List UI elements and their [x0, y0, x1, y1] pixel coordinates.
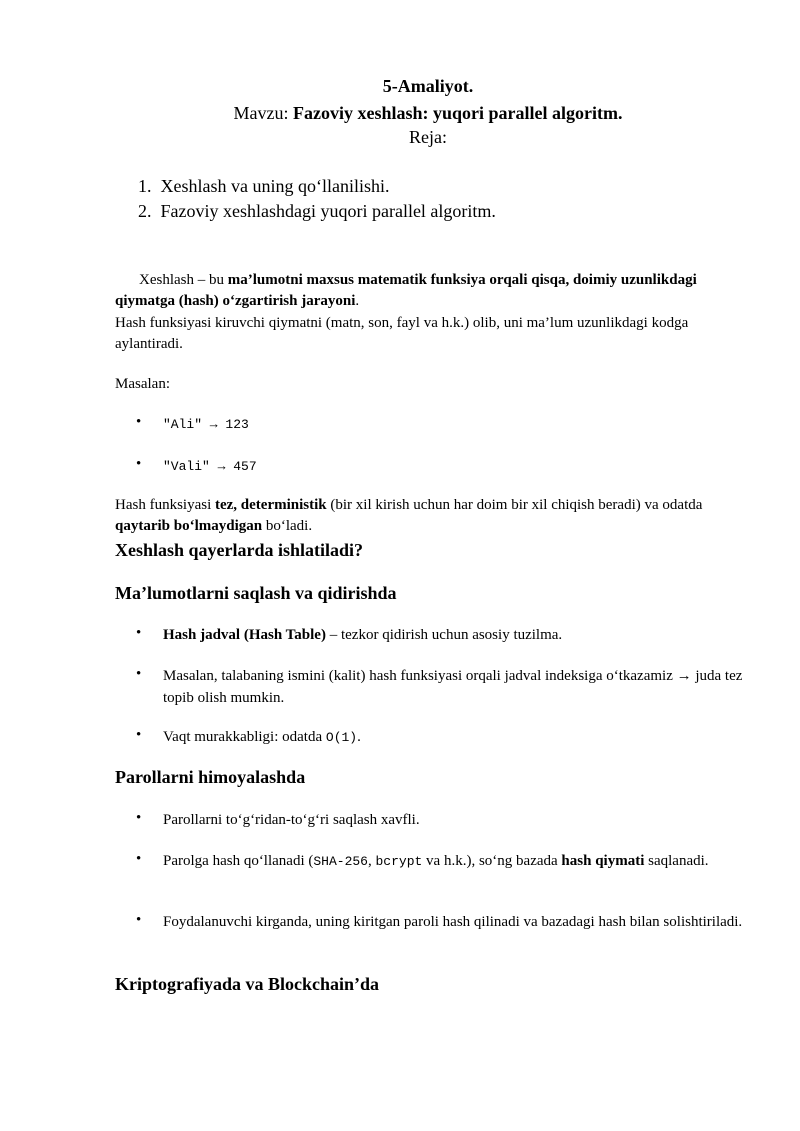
bullet-icon: •: [136, 851, 142, 867]
example-label: Masalan:: [115, 376, 170, 392]
bullet-icon: •: [136, 912, 142, 928]
example-item-2: "Vali" → 457: [163, 459, 257, 474]
bullet-icon: •: [136, 456, 142, 472]
intro-paragraph: Xeshlash – bu ma’lumotni maxsus matematik funksiya orqali qisqa, doimiy uzunlikdagi qiymatga (hash) o‘zgartirish jarayoni.: [115, 272, 697, 309]
bullet-icon: •: [136, 727, 142, 743]
plan-item-2: 2. Fazoviy xeshlashdagi yuqori parallel algoritm.: [138, 201, 496, 221]
bullet-icon: •: [136, 414, 142, 430]
section-heading-storage: Ma’lumotlarni saqlash va qidirishda: [115, 583, 397, 603]
section-heading-passwords: Parollarni himoyalashda: [115, 767, 306, 787]
plan-item-1: 1. Xeshlash va uning qo‘llanilishi.: [138, 176, 390, 196]
bullet-icon: •: [136, 666, 142, 682]
example-item-1: "Ali" → 123: [163, 417, 249, 432]
section-heading-usage: Xeshlash qayerlarda ishlatiladi?: [115, 540, 364, 560]
bullet-icon: •: [136, 625, 142, 641]
list-item: Vaqt murakkabligi: odatda O(1).: [163, 729, 361, 745]
intro-paragraph-2: Hash funksiyasi kiruvchi qiymatni (matn, son, fayl va h.k.) olib, uni ma’lum uzunlikdagi kodga aylantiradi.: [115, 315, 689, 352]
list-item: Parolga hash qo‘llanadi (SHA-256, bcrypt va h.k.), so‘ng bazada hash qiymati saqlanadi.: [163, 853, 709, 869]
list-item: Foydalanuvchi kirganda, uning kiritgan paroli hash qilinadi va bazadagi hash bilan solishtiriladi.: [163, 914, 743, 930]
page-title: 5-Amaliyot.: [382, 76, 474, 96]
list-item: Masalan, talabaning ismini (kalit) hash funksiyasi orqali jadval indeksiga o‘tkazamiz → juda tez topib olish mumkin.: [163, 668, 743, 706]
section-heading-crypto: Kriptografiyada va Blockchain’da: [115, 974, 380, 994]
bullet-icon: •: [136, 810, 142, 826]
topic-line: Mavzu: Fazoviy xeshlash: yuqori parallel algoritm.: [233, 103, 623, 123]
list-item: Parollarni to‘g‘ridan-to‘g‘ri saqlash xavfli.: [163, 812, 420, 828]
list-item: Hash jadval (Hash Table) – tezkor qidirish uchun asosiy tuzilma.: [163, 627, 563, 643]
plan-heading: Reja:: [409, 127, 447, 147]
hash-properties-paragraph: Hash funksiyasi tez, deterministik (bir xil kirish uchun har doim bir xil chiqish beradi) va odatda qaytarib bo‘lmaydigan bo‘ladi.: [115, 497, 703, 534]
